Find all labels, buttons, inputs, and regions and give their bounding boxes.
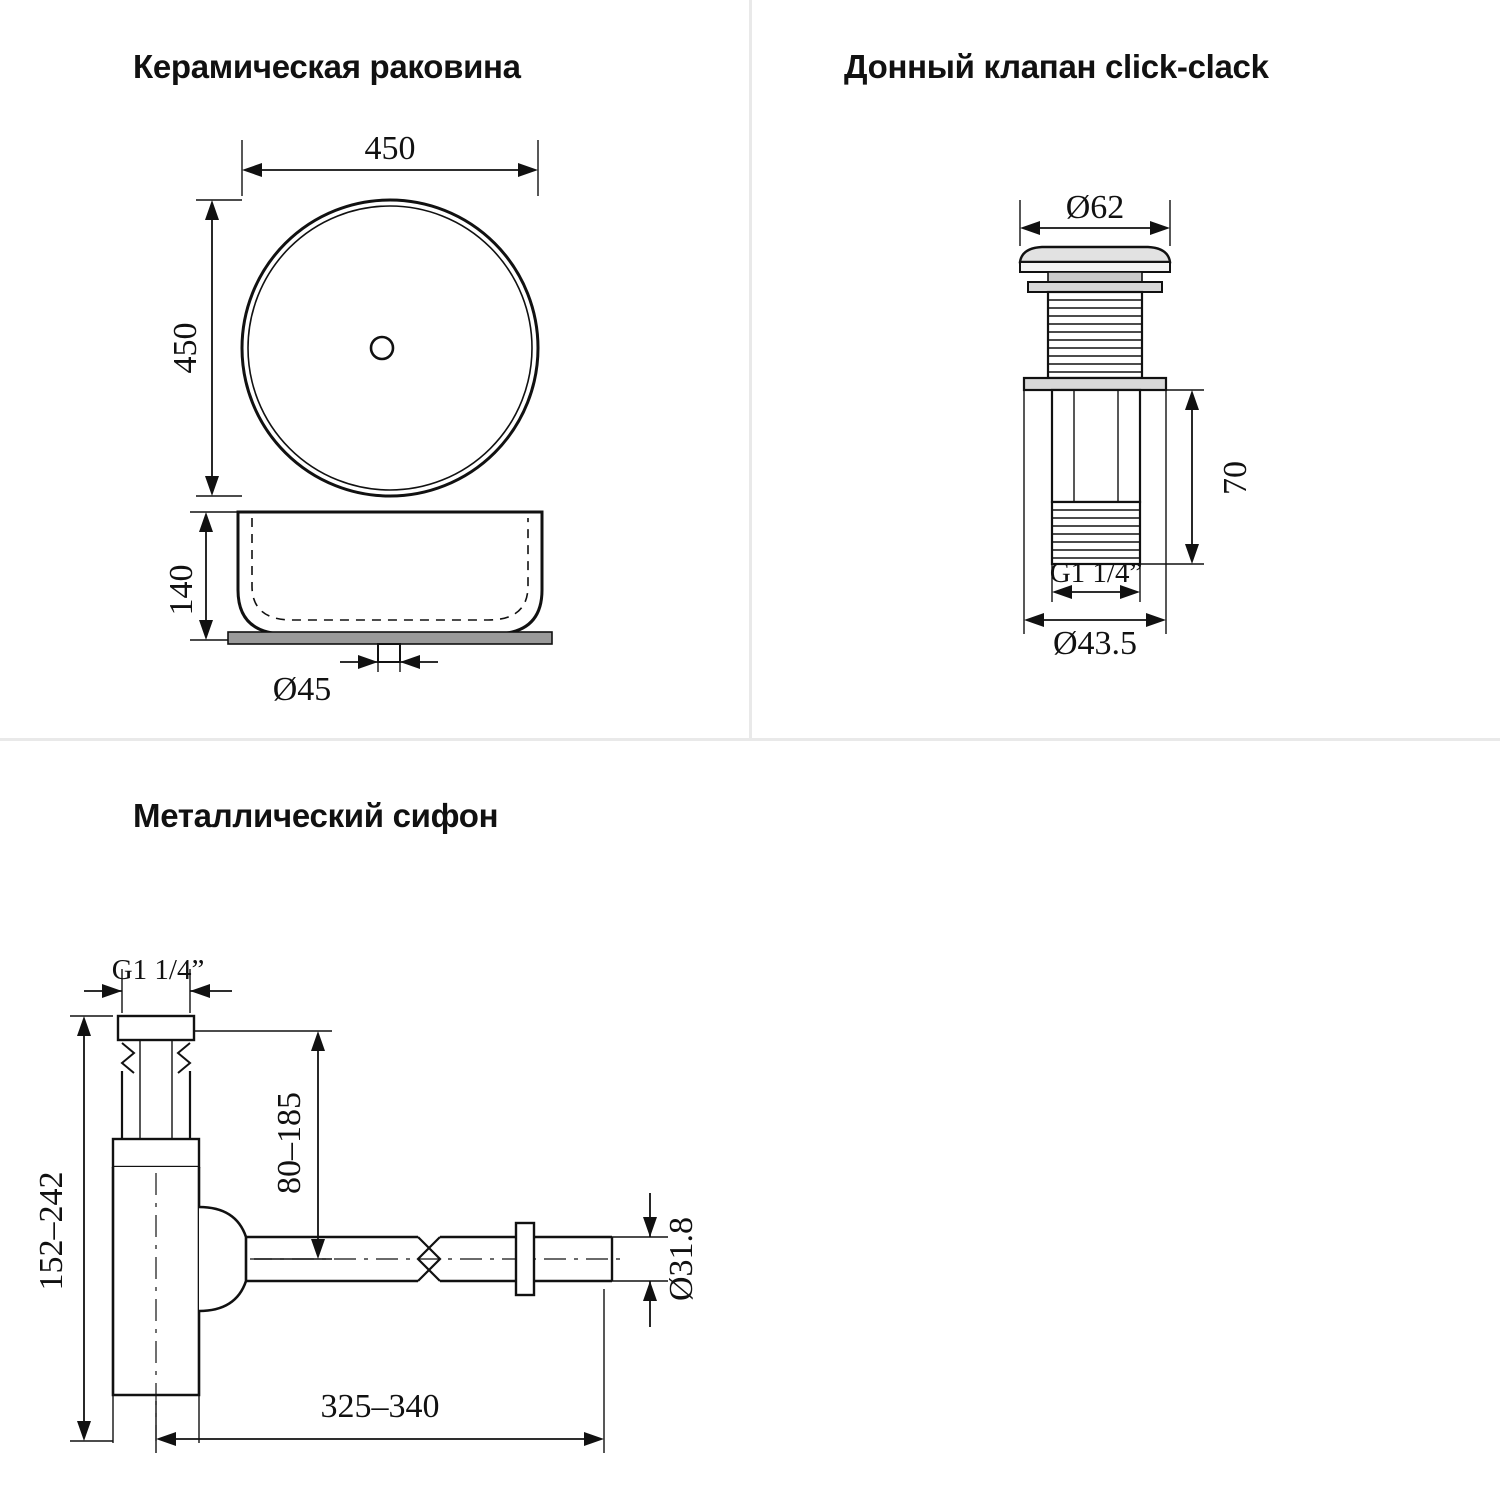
valve-body-diameter-label: Ø43.5 — [1052, 625, 1138, 662]
panel-click-clack-valve — [752, 0, 1500, 738]
valve-length-label: 70 — [1217, 461, 1254, 495]
sink-height-label: 450 — [167, 322, 204, 374]
siphon-thread-label: G1 1/4” — [111, 954, 205, 986]
valve-drawing — [752, 0, 1500, 738]
siphon-inlet-height-label: 80–185 — [271, 1092, 308, 1194]
valve-thread-label: G1 1/4” — [1049, 557, 1143, 589]
valve-cap-diameter-label: Ø62 — [1065, 189, 1125, 226]
panel-metal-siphon — [0, 741, 749, 1500]
siphon-drawing — [0, 741, 749, 1500]
siphon-outlet-diameter-label: Ø31.8 — [663, 1216, 700, 1302]
siphon-total-height-label: 152–242 — [33, 1171, 70, 1291]
siphon-outlet-length-label: 325–340 — [320, 1388, 440, 1425]
sink-width-label: 450 — [364, 130, 416, 167]
panel-title-metal-siphon: Металлический сифон — [133, 797, 499, 834]
sink-depth-label: 140 — [163, 564, 200, 616]
panel-title-ceramic-sink: Керамическая раковина — [133, 48, 521, 85]
sink-drain-label: Ø45 — [272, 671, 332, 708]
panel-ceramic-sink — [0, 0, 749, 738]
panel-title-click-clack-valve: Донный клапан click-clack — [844, 48, 1269, 85]
sink-drawing — [0, 0, 749, 738]
panel-empty — [752, 741, 1500, 1500]
